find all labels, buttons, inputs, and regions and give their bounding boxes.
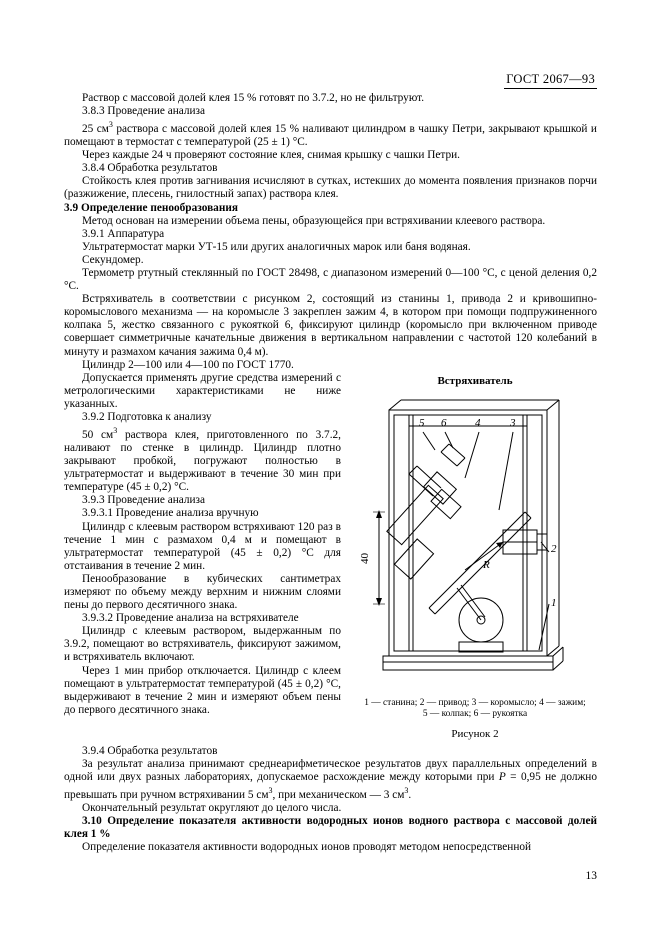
figure-legend (353, 698, 597, 720)
symbol-P: Р (498, 771, 506, 784)
standard-designation: ГОСТ 2067—93 (504, 72, 597, 89)
paragraph-text: раствора клея, приготовленного по 3.7.2, наливают по стенке в цилиндр. Цилиндр плотно закрывают пробкой, погружают полностью в ультратермостат и выдерживают в течение 30 мин при температуре (45 ± 0,2) °С. (64, 428, 341, 494)
paragraph (64, 758, 597, 802)
paragraph: Через 1 мин прибор отключается. Цилиндр с клеем помещают в ультратермостат температурой (45 ± 0,2) °С, выдерживают в течение 2 мин и измеряют объем пены до первого десятичного знака. (64, 664, 341, 716)
paragraph: Определение показателя активности водородных ионов проводят методом непосредственной (82, 841, 532, 854)
paragraph: 3.9.3 Проведение анализа (82, 494, 206, 507)
paragraph: Допускается применять другие средства измерений с метрологическими характеристиками не ниже указанных. (64, 371, 341, 410)
paragraph: Стойкость клея против загнивания исчисляют в сутках, истекших до момента появления признаков порчи (разжижение, плесень, гнилостный запах) раствора клея. (64, 175, 597, 201)
callout-5: 5 (419, 416, 425, 429)
paragraph: 3.9.3.1 Проведение анализа вручную (82, 507, 259, 520)
paragraph: Ультратермостат марки УТ-15 или других аналогичных марок или баня водяная. (82, 240, 471, 253)
paragraph: Цилиндр с клеевым раствором встряхивают 120 раз в течение 1 мин с размахом 0,4 м и помещают в ультратермостат температурой (45 ± 0,2) °С для отстаивания в течение 2 мин. (64, 520, 341, 572)
callout-radius: R (483, 558, 490, 571)
figure-drawing (353, 392, 597, 692)
document-body (64, 92, 597, 854)
paragraph: Окончательный результат округляют до целого числа. (82, 802, 342, 815)
paragraph: Метод основан на измерении объема пены, образующейся при встряхивании клеевого раствора. (82, 214, 546, 227)
superscript: 3 (113, 426, 118, 436)
callout-6: 6 (441, 416, 447, 429)
figure-caption: Рисунок 2 (451, 727, 499, 740)
paragraph: 3.9.2 Подготовка к анализу (82, 411, 212, 424)
paragraph: Термометр ртутный стеклянный по ГОСТ 28498, с диапазоном измерений 0—100 °С, с ценой деления 0,2 °С. (64, 266, 597, 293)
section-heading-3-9: 3.9 Определение пенообразования (64, 201, 238, 214)
paragraph-text: = 0,95 не должно превышать при ручном встряхивании 5 см (64, 771, 597, 801)
paragraph-text: . (408, 788, 412, 801)
paragraph: 3.9.3.2 Проведение анализа на встряхивателе (82, 612, 299, 625)
paragraph-text: За результат анализа принимают среднеарифметическое результатов двух параллельных определений в одной или двух разных лабораториях, допускаемое расхождение между которыми при (64, 758, 597, 784)
shaker-diagram-svg (353, 392, 597, 692)
paragraph: 3.8.3 Проведение анализа (82, 105, 206, 118)
callout-2: 2 (551, 542, 557, 555)
superscript: 3 (268, 786, 273, 796)
paragraph-text: 50 см (82, 428, 114, 441)
paragraph: Через каждые 24 ч проверяют состояние клея, снимая крышку с чашки Петри. (82, 149, 460, 162)
figure-title: Встряхиватель (437, 374, 513, 387)
paragraph-text: , при механическом — 3 см (272, 788, 405, 801)
paragraph: Встряхиватель в соответствии с рисунком 2, состоящий из станины 1, привода 2 и кривошипно-коромыслового механизма — на коромысле 3 закреплен зажим 4, в котором при помощи подпружиненного колпака 5, жестко связанного с рукояткой 6, фиксируют цилиндр (коромысло при включенном приводе совершает симметричные качательные движения в вертикальном направлении с частотой 120 колебаний в минуту и размахом качания зажима 0,4 м). (64, 293, 597, 358)
paragraph: 3.9.4 Обработка результатов (82, 744, 218, 757)
paragraph: Цилиндр 2—100 или 4—100 по ГОСТ 1770. (82, 358, 294, 371)
figure-legend-line-2: 5 — колпак; 6 — рукоятка (422, 708, 528, 719)
superscript: 3 (404, 786, 409, 796)
dimension-40: 40 (359, 552, 371, 564)
figure-legend-line-1: 1 — станина; 2 — привод; 3 — коромысло; 4 — зажим; (364, 697, 586, 708)
superscript: 3 (108, 120, 113, 130)
page-header (0, 72, 661, 89)
figure-shaker (353, 375, 597, 741)
page-number: 13 (585, 870, 597, 882)
callout-4: 4 (475, 416, 481, 429)
paragraph-text: 25 см (82, 122, 109, 135)
section-heading-3-10: 3.10 Определение показателя активности водородных ионов водного раствора с массовой долей клея 1 % (64, 815, 597, 841)
paragraph: Цилиндр с клеевым раствором, выдержанным по 3.9.2, помещают во встряхиватель, фиксируют зажимом, и встряхиватель включают. (64, 625, 341, 664)
paragraph: Секундомер. (82, 253, 144, 266)
paragraph: Раствор с массовой долей клея 15 % готовят по 3.7.2, но не фильтруют. (82, 92, 425, 104)
callout-3: 3 (510, 416, 516, 429)
paragraph: Пенообразование в кубических сантиметрах измеряют по объему между верхним и нижним слоями пены до первого десятичного знака. (64, 572, 341, 612)
paragraph: 3.8.4 Обработка результатов (82, 162, 218, 175)
callout-1: 1 (551, 596, 557, 609)
paragraph: 3.9.1 Аппаратура (82, 227, 165, 240)
paragraph (64, 118, 597, 149)
paragraph-text: раствора с массовой долей клея 15 % наливают цилиндром в чашку Петри, закрывают крышкой и помещают в термостат с температурой (25 ± 1) °С. (64, 122, 597, 149)
